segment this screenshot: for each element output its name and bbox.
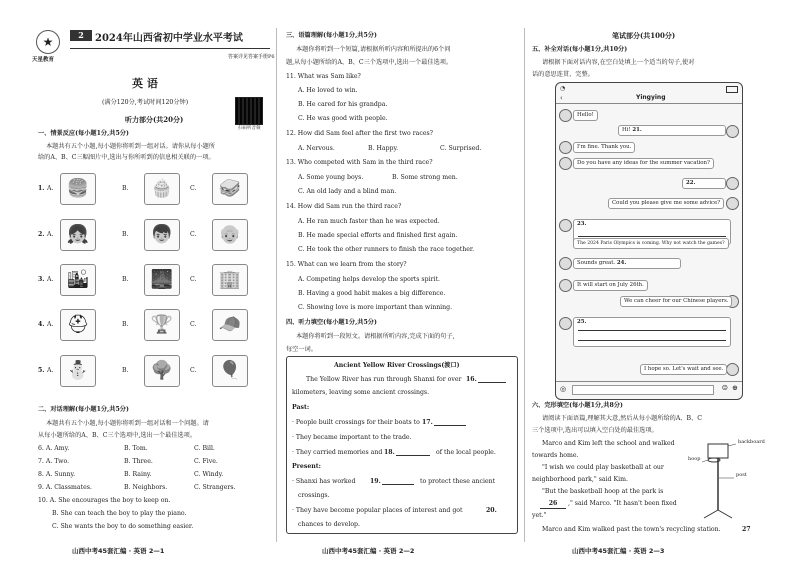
section2-title: 二、对话理解(每小题1分,共5分) [38,406,129,413]
balloon-girl-icon[interactable]: 🎈 [212,355,248,387]
yingying-avatar [559,157,572,170]
option-label: A. [47,367,54,374]
present-20a: · They have become popular places of interest and got [292,507,463,514]
q6-c: C. Bill. [194,445,215,452]
present-20b: chances to develop. [298,521,360,528]
listening-title: 听力部分(共20分) [125,115,184,124]
cloze-p3: "I wish we could play basketball at our [542,464,664,471]
cap-icon[interactable]: 🧢 [212,309,248,341]
blank-20-number: 20. [486,507,497,514]
yingying-avatar [559,141,572,154]
q6-a: 6. A. Amy. [38,445,70,452]
section4-instructions-2: 每空一词。 [286,346,317,353]
past-18b: of the local people. [436,449,496,456]
label-post: post [736,472,747,478]
grandpa-icon[interactable]: 👴 [212,219,248,251]
footer-middle: 山西中考45套汇编 · 英语 2—2 [322,547,415,555]
trophy-icon[interactable]: 🏆 [144,309,180,341]
snowman-icon[interactable]: ⛄ [60,355,96,387]
section1-title: 一、情景反应(每小题1分,共5分) [38,130,129,137]
q15-a: A. Competing helps develop the sports spirit. [298,276,440,283]
option-label: C. [190,231,197,238]
option-label: A. [47,231,54,238]
option-label: C. [190,276,197,283]
q10-b: B. She can teach the boy to play the piano. [52,510,187,517]
present-19b: to protect these ancient [420,478,496,485]
sandwich-icon[interactable]: 🥪 [212,173,248,205]
section3-instructions-1: 本题你将听到一个短篇,请根据所听内容和所提出的6个问 [296,46,451,53]
option-label: B. [122,321,129,328]
blank-17-number: 17. [422,419,433,426]
yingying-avatar [559,317,572,330]
back-icon[interactable]: ‹ [560,94,563,102]
past-trade: · They became important to the trade. [292,434,412,441]
written-title: 笔试部分(共100分) [612,31,676,40]
q14-b: B. He made special efforts and finished first again. [298,232,458,239]
blank-18-number: 18. [384,449,395,456]
q12-stem: 12. How did Sam feel after the first two races? [286,130,433,137]
blank-18[interactable] [396,455,430,456]
cloze-p5: "But the basketball hoop at the park is [542,488,664,495]
past-heading: Past: [292,404,310,411]
box-line2: kilometers, leaving some ancient crossings. [292,389,430,396]
q9-a: 9. A. Classmates. [38,484,92,491]
msg-july: It will start on July 26th. [573,280,648,291]
brand-name: 天星教育 [32,57,55,63]
blank-19[interactable] [382,484,414,485]
q7-b: B. Three. [124,458,153,465]
cloze-p8: Marco and Kim walked past the town's recycling station. [542,526,721,533]
question-number: 4. [38,321,45,328]
section6-title: 六、完形填空(每小题1分,共8分) [532,402,623,409]
subject-title: 英 语 [132,77,158,90]
msg-24: Sounds great. 24. [573,258,681,269]
option-label: C. [190,185,197,192]
grade-badge: 2 [70,30,92,41]
section6-instructions-2: 三个选项中,选出可以填入空白处的最佳选项。 [532,427,658,434]
exam-title: 2024年山西省初中学业水平考试 [95,33,243,44]
cupcake-icon[interactable]: 🧁 [144,173,180,205]
emoji-icon[interactable]: ☺ [721,384,728,392]
past-17: · People built crossings for their boats to [292,419,420,426]
q8-a: 8. A. Sunny. [38,471,76,478]
voice-icon[interactable]: ◎ [560,385,567,393]
cloze-p4: neighborhood park," said Kim. [532,476,628,483]
section1-instructions-1: 本题共有五个小题,每小题你将听到一组对话。请你从每小题所 [46,143,216,150]
msg-fine: I'm fine. Thank you. [573,142,635,153]
me-avatar [726,197,739,210]
section2-instructions-1: 本题共有五个小题,每小题你将听到一组对话和一个问题。请 [46,420,209,427]
msg-hope: I hope so. Let's wait and see. [640,364,727,375]
message-input[interactable] [572,385,714,395]
footer-left: 山西中考45套汇编 · 英语 2—1 [72,547,165,555]
msg-22: 22. [682,178,726,189]
section3-title: 三、语篇理解(每小题1分,共5分) [286,32,377,39]
q15-stem: 15. What can we learn from the story? [286,261,407,268]
blank-17[interactable] [434,425,466,426]
me-avatar [726,177,739,190]
chat-window [555,82,743,400]
city-icon[interactable]: 🏙 [60,264,96,296]
q9-c: C. Strangers. [194,484,236,491]
section5-title: 五、补全对话(每小题1分,共10分) [532,46,628,53]
blank-27[interactable]: 27 [742,526,751,533]
brand-logo: ★ [36,30,60,54]
q12-b: B. Happy. [368,145,399,152]
q13-c: C. An old lady and a blind man. [298,188,397,195]
msg-25: 25. [573,317,731,347]
option-label: C. [190,367,197,374]
section1-instructions-2: 给的A、B、C三幅图片中,选出与你所听到的信息相关联的一项。 [38,154,215,161]
past-18a: · They carried memories and [292,449,383,456]
yingying-avatar [559,109,572,122]
option-label: B. [122,276,129,283]
bridge-icon[interactable]: 🌉 [144,264,180,296]
qr-code[interactable] [235,97,263,125]
q12-a: A. Nervous. [298,145,335,152]
q14-stem: 14. How did Sam run the third race? [286,203,402,210]
yingying-avatar [559,219,572,232]
q6-b: B. Tom. [124,445,148,452]
q8-c: C. Windy. [194,471,224,478]
q12-c: C. Surprised. [440,145,482,152]
battery-icon [726,86,738,93]
blank-16[interactable] [478,382,506,383]
section2-instructions-2: 从每小题所给的A、B、C三个选项中,选出一个最佳选项。 [38,432,197,439]
q11-b: B. He cared for his grandpa. [298,101,388,108]
answer-note: 答案详见答案手册P6 [228,54,275,60]
section6-instructions-1: 请阅读下面语篇,理解其大意,然后从每小题所给的A、B、C [542,415,702,422]
question-number: 1. [38,185,45,192]
chat-contact-name: Yingying [636,94,666,101]
q15-b: B. Having a good habit makes a big difference. [298,290,446,297]
yingying-avatar [559,257,572,270]
q8-b: B. Rainy. [124,471,152,478]
section4-title: 四、听力填空(每小题1分,共5分) [286,319,377,326]
question-number: 5. [38,367,45,374]
question-number: 2. [38,231,45,238]
cloze-p6: ," said Marco. "It hasn't been fixed [568,500,677,507]
msg-hello: Hello! [573,110,598,121]
section3-instructions-2: 题,从每小题所给的A、B、C三个选项中,选出一个最佳选项。 [286,59,453,66]
msg-olympics: The 2024 Paris Olympics is coming. Why not watch the games? [573,238,729,249]
msg-plans: Do you have any ideas for the summer vacation? [573,158,714,169]
helmet-icon[interactable]: ⛑ [60,309,96,341]
box-line1: The Yellow River has run through Shanxi for over [306,376,462,383]
cloze-p2: towards home. [532,452,579,459]
q13-a: A. Some young boys. [298,174,364,181]
box-title: Ancient Yellow River Crossings(渡口) [334,362,460,369]
option-label: B. [122,185,129,192]
boy-icon[interactable]: 👦 [144,219,180,251]
tree-icon[interactable]: 🌳 [144,355,180,387]
q7-a: 7. A. Two. [38,458,70,465]
option-label: B. [122,231,129,238]
footer-right: 山西中考45套汇编 · 英语 2—3 [572,547,665,555]
present-19a: · Shanxi has worked [292,478,356,485]
q14-a: A. He ran much faster than he was expected. [298,218,440,225]
msg-advice: Could you please give me some advice? [608,198,724,209]
option-label: B. [122,367,129,374]
girl-icon[interactable]: 👧 [60,219,96,251]
msg-21: Hi! 21. [618,125,726,136]
present-19c: crossings. [298,492,330,499]
wifi-icon: ◔ [560,85,566,92]
option-label: A. [47,321,54,328]
section5-instructions-1: 请根据下面对话内容,在空白处填上一个适当的句子,使对 [542,59,695,66]
exam-note: (满分120分,考试时间120分钟) [102,99,189,106]
q14-c: C. He took the other runners to finish the race together. [298,246,475,253]
q7-c: C. Five. [194,458,218,465]
q10-c: C. She wants the boy to do something easier. [52,523,194,530]
q11-a: A. He loved to win. [298,87,358,94]
basketball-hoop-diagram [690,438,770,520]
yingying-avatar [559,279,572,292]
me-avatar [726,363,739,376]
add-icon[interactable]: ⊕ [732,384,738,392]
qr-note: 扫码听音频 [238,126,261,131]
q15-c: C. Showing love is more important than winning. [298,304,453,311]
q13-stem: 13. Who competed with Sam in the third race? [286,159,433,166]
option-label: A. [47,276,54,283]
q11-c: C. He was good with people. [298,115,388,122]
msg-23: 23. [573,219,731,245]
blank-16-number: 16. [466,376,477,383]
section5-instructions-2: 话的意思连贯、完整。 [532,71,594,78]
present-heading: Present: [292,463,321,470]
msg-cheer: We can cheer for our Chinese players. [620,296,732,307]
question-number: 3. [38,276,45,283]
hamburger-icon[interactable]: 🍔 [60,173,96,205]
q13-b: B. Some strong men. [392,174,458,181]
q9-b: B. Neighbors. [124,484,168,491]
buildings-icon[interactable]: 🏢 [212,264,248,296]
me-avatar [726,125,739,138]
section4-instructions-1: 本题你将听到一段短文。请根据所听内容,完成下面的句子, [296,333,455,340]
option-label: A. [47,185,54,192]
blank-19-number: 19. [370,478,381,485]
q11-stem: 11. What was Sam like? [286,73,361,80]
label-hoop: hoop [688,456,701,462]
blank-26[interactable]: 26 [540,500,566,509]
cloze-p1: Marco and Kim left the school and walked [542,440,675,447]
option-label: C. [190,321,197,328]
label-backboard: backboard [738,439,765,445]
cloze-p7: yet." [532,512,547,519]
q10-a: 10. A. She encourages the boy to keep on. [38,497,171,504]
